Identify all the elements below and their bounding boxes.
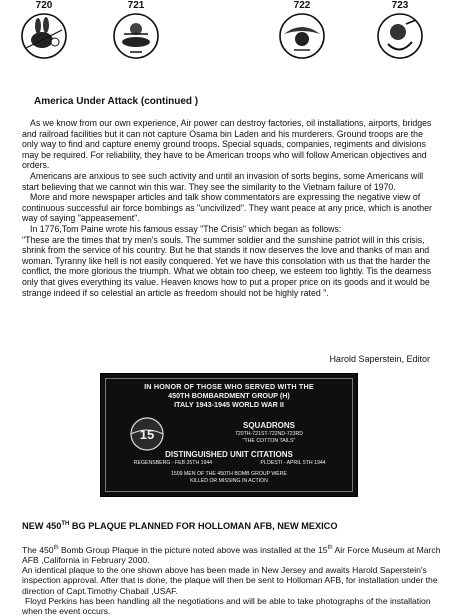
news-paragraph: Floyd Perkins has been handling all the negotiations and will be able to take photographs of the installation when the event occurs.	[22, 595, 431, 616]
squadron-number: 723	[391, 0, 409, 11]
plaque-nickname: "THE COTTON TAILS"	[242, 438, 296, 444]
squadron-720-insignia	[4, 0, 84, 60]
squadron-insignia-row	[0, 0, 456, 70]
cartoon-mascot-icon	[374, 12, 426, 60]
headline-text: NEW 450	[22, 521, 62, 532]
plaque-dedication: IN HONOR OF THOSE WHO SERVED WITH THE	[144, 382, 314, 391]
squadron-number: 722	[293, 0, 311, 11]
section-title: America Under Attack (continued )	[34, 96, 199, 107]
news-headline	[22, 521, 337, 531]
plaque-citation: PLOESTI - APRIL 5TH 1944	[260, 460, 326, 466]
emblem-number: 15	[139, 427, 155, 442]
news-paragraph: An identical plaque to the one shown above has been made in New Jersey and awaits Harold Saperstein's inspection approval. After that is done, the plaque will then be sent to Holloman AFB, for installation under the direction of Capt.Timothy Chabail ,USAF.	[22, 565, 438, 596]
winged-figure-icon	[276, 12, 328, 60]
cotton-tail-rabbit-icon	[18, 12, 70, 60]
article-paragraph: Americans are anxious to see such activity and until an invasion of sorts begins, some Americans will start believing that we cannot win this war. They see the similarity to the Vietnam failure of 1970.	[22, 170, 424, 192]
squadron-722-insignia	[262, 0, 342, 60]
article-paragraph: More and more newspaper articles and talk show commentators are expressing the negative view of continuous successful air force bombings as "uncivilized". They want peace at any price, which is another way of saying "appeasement".	[22, 192, 432, 224]
plaque-citation: REGENSBERG - FEB 25TH 1944	[133, 460, 213, 466]
plaque-squadrons-list: 720TH-721ST-722ND-723RD	[234, 431, 304, 437]
memorial-plaque-photo	[100, 373, 358, 497]
plaque-memorial-line: KILLED OR MISSING IN ACTION	[190, 478, 268, 484]
squadron-number: 721	[127, 0, 145, 11]
squadron-723-insignia	[360, 0, 440, 60]
news-superscript: th	[327, 545, 333, 551]
news-text: Bomb Group Plaque in the picture noted above was installed at the 15	[58, 544, 328, 555]
plaque-squadrons-title: SQUADRONS	[242, 421, 295, 430]
headline-superscript: TH	[61, 521, 70, 527]
plaque-dates: ITALY 1943-1945 WORLD WAR II	[174, 400, 284, 409]
crisis-quote: "These are the times that try men's souls. The summer soldier and the sunshine patriot will in this crisis, shrink from the service of his country. But he that stands it now deserves the love and thanks of man and woman. Tyranny like hell is not easily conquered. Yet we have this consolation with us that the harder the conflict, the more glorious the triumph. What we obtain too cheep, we esteem too lightly. Tis the dearness only that gives everything its value. Heaven knows how to put a proper price on its goods and it would be strange indeed if so celestial an article as freedom should not be highly rated ".	[22, 234, 432, 298]
news-superscript: th	[53, 545, 59, 551]
squadron-721-insignia	[96, 0, 176, 60]
news-text: Air Force Museum at March AFB ,California in February 2000.	[22, 544, 441, 566]
plaque-memorial-line: 1509 MEN OF THE 450TH BOMB GROUP WERE	[171, 471, 287, 477]
article-paragraph: As we know from our own experience, Air power can destroy factories, oil installations, airports, bridges and railroad facilities but it can not capture Osama bin Laden and his murderers. Ground troops are the only way to find and capture enemy ground troops. Special squads, companies, regiments and divisions may be required. For reliability, they have to be American troops who will follow American objectives and orders.	[22, 118, 432, 171]
article-body	[22, 118, 438, 298]
plaque-group-name: 450TH BOMBARDMENT GROUP (H)	[168, 391, 290, 400]
news-body	[22, 543, 442, 616]
editor-signature: Harold Saperstein, Editor	[329, 354, 430, 364]
squadron-number: 720	[35, 0, 53, 11]
plaque-citations-title: DISTINGUISHED UNIT CITATIONS	[165, 450, 293, 459]
bomb-rider-icon	[110, 12, 162, 60]
news-text: The 450	[22, 544, 54, 555]
article-paragraph: In 1776,Tom Paine wrote his famous essay "The Crisis" which began as follows:	[30, 223, 342, 234]
news-paragraph	[22, 543, 442, 565]
headline-text: BG PLAQUE PLANNED FOR HOLLOMAN AFB, NEW MEXICO	[69, 521, 338, 532]
